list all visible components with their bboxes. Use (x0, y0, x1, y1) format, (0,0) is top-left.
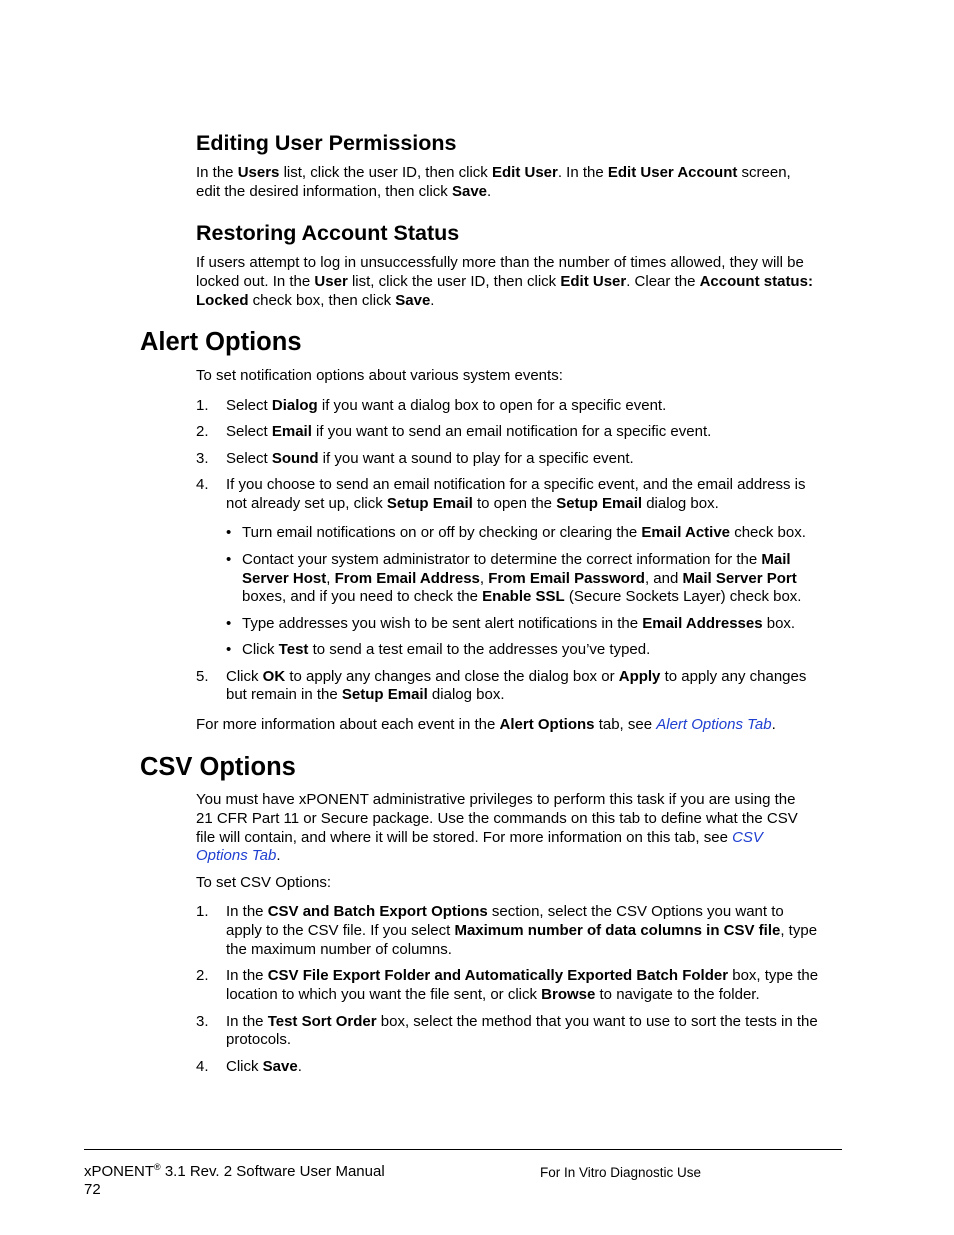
text: file will contain, and where it will be stored. For more information on this tab, see (196, 829, 733, 846)
text: location to which you want the file sent, or click (226, 986, 542, 1003)
bullet-item (242, 550, 791, 569)
list-item (226, 494, 719, 513)
text: list, click the user ID, then click (279, 164, 492, 181)
paragraph-line (196, 846, 281, 865)
paragraph-line (196, 291, 434, 310)
text: , and (644, 570, 683, 587)
paragraph-line: To set CSV Options: (196, 874, 332, 891)
text: Contact your system administrator to determine the correct information for the (242, 551, 762, 568)
list-number: 5. (196, 668, 209, 685)
list-number: 4. (196, 476, 209, 493)
text: In the (226, 903, 268, 920)
text: box. (762, 615, 796, 632)
text: Select (226, 397, 272, 414)
text: dialog box. (642, 495, 719, 512)
list-item (226, 449, 634, 468)
bullet-item (242, 640, 650, 659)
text: Sound (271, 450, 319, 467)
paragraph-line (196, 182, 491, 201)
text: , (479, 570, 489, 587)
text: , (326, 570, 335, 587)
list-item: protocols. (226, 1031, 292, 1048)
bullet-item (242, 587, 801, 606)
text: Enable SSL (482, 588, 565, 605)
text: if you want a sound to play for a specific event. (318, 450, 634, 467)
text: Edit User (560, 273, 627, 290)
paragraph-line: To set notification options about various system events: (196, 367, 563, 384)
text: locked out. In the (196, 273, 315, 290)
registered-mark: ® (154, 1162, 161, 1172)
text: check box. (730, 524, 806, 541)
text: Click (242, 641, 279, 658)
text: xPONENT (84, 1163, 155, 1180)
page-number: 72 (84, 1181, 101, 1198)
text: list, click the user ID, then click (347, 273, 561, 290)
paragraph-line (196, 163, 791, 182)
paragraph-line: 21 CFR Part 11 or Secure package. Use the commands on this tab to define what the CSV (196, 810, 798, 827)
list-item (226, 921, 817, 940)
text: Type addresses you wish to be sent alert notifications in the (242, 615, 643, 632)
text: but remain in the (226, 686, 342, 703)
list-item (226, 902, 784, 921)
text: edit the desired information, then click (196, 183, 452, 200)
section-heading-alert-options: Alert Options (140, 328, 302, 356)
footer-use-statement: For In Vitro Diagnostic Use (540, 1165, 702, 1180)
text: Setup Email (341, 686, 428, 703)
list-number: 1. (196, 903, 209, 920)
text: apply to the CSV file. If you select (226, 922, 455, 939)
text: Alert Options (499, 716, 595, 733)
text: Test (278, 641, 309, 658)
bullet-item (242, 523, 806, 542)
text: Click (226, 1058, 263, 1075)
text: Turn email notifications on or off by checking or clearing the (242, 524, 642, 541)
text: to send a test email to the addresses you’ve typed. (308, 641, 651, 658)
text: if you want a dialog box to open for a specific event. (317, 397, 667, 414)
text: Dialog (271, 397, 318, 414)
bullet: • (226, 615, 232, 632)
text: CSV and Batch Export Options (267, 903, 488, 920)
paragraph-line: If users attempt to log in unsuccessfully more than the number of times allowed, they will be (196, 254, 804, 271)
text: Maximum number of data columns in CSV file (454, 922, 781, 939)
bullet: • (226, 551, 232, 568)
text: Setup Email (386, 495, 473, 512)
list-number: 2. (196, 967, 209, 984)
text: Mail (761, 551, 791, 568)
text: not already set up, click (226, 495, 387, 512)
text: boxes, and if you need to check the (242, 588, 483, 605)
list-item (226, 396, 666, 415)
list-item: If you choose to send an email notification for a specific event, and the email address is (226, 476, 806, 493)
bullet-item (242, 569, 797, 588)
text: . (771, 716, 776, 733)
text: (Secure Sockets Layer) check box. (564, 588, 802, 605)
text: Select (226, 423, 272, 440)
section-heading-editing-user-permissions: Editing User Permissions (196, 131, 457, 155)
text: From Email Password (488, 570, 645, 587)
text: In the (196, 164, 238, 181)
text: box, select the method that you want to use to sort the tests in the (376, 1013, 818, 1030)
list-item (226, 422, 711, 441)
text: Account status: (699, 273, 813, 290)
text: Edit User (491, 164, 558, 181)
section-heading-csv-options: CSV Options (140, 753, 296, 781)
text: dialog box. (427, 686, 505, 703)
text: 3.1 Rev. 2 Software User Manual (160, 1163, 385, 1180)
text: Email (271, 423, 312, 440)
text: box, type the (728, 967, 819, 984)
list-item (226, 966, 818, 985)
text: . Clear the (626, 273, 700, 290)
list-number: 4. (196, 1058, 209, 1075)
bullet: • (226, 641, 232, 658)
text: screen, (737, 164, 791, 181)
list-item (226, 1057, 302, 1076)
text: From Email Address (334, 570, 480, 587)
text: For more information about each event in the (196, 716, 500, 733)
footer-manual-title (84, 1163, 385, 1181)
text: Mail Server Port (682, 570, 797, 587)
footer-rule (84, 1149, 842, 1150)
text: . (430, 292, 435, 309)
text: OK (262, 668, 286, 685)
text: check box, then click (248, 292, 396, 309)
list-item (226, 685, 505, 704)
paragraph-line: You must have xPONENT administrative privileges to perform this task if you are using the (196, 791, 796, 808)
text: Email Addresses (642, 615, 763, 632)
text: Locked (196, 292, 249, 309)
text: Save (451, 183, 488, 200)
text: to open the (472, 495, 557, 512)
paragraph-line (196, 828, 763, 847)
text: if you want to send an email notification for a specific event. (311, 423, 712, 440)
text: Email Active (641, 524, 731, 541)
paragraph-line (196, 272, 813, 291)
text: to apply any changes (660, 668, 807, 685)
paragraph-line (196, 715, 776, 734)
text: Save (395, 292, 431, 309)
text: Test Sort Order (267, 1013, 377, 1030)
text: Edit User Account (607, 164, 738, 181)
text: Setup Email (556, 495, 643, 512)
list-item: the maximum number of columns. (226, 941, 452, 958)
text: to apply any changes and close the dialog box or (285, 668, 619, 685)
text: Users (237, 164, 280, 181)
text: Apply (618, 668, 661, 685)
text: Click (226, 668, 263, 685)
text: Server Host (242, 570, 327, 587)
text: User (314, 273, 348, 290)
csv-options-tab-link[interactable]: Options Tab (196, 847, 277, 864)
text: . (276, 847, 281, 864)
text: Select (226, 450, 272, 467)
list-number: 3. (196, 450, 209, 467)
text: Save (262, 1058, 298, 1075)
list-item (226, 985, 760, 1004)
list-item (226, 667, 806, 686)
text: In the (226, 967, 268, 984)
text: In the (226, 1013, 268, 1030)
csv-options-tab-link[interactable]: CSV (732, 829, 763, 846)
list-number: 3. (196, 1013, 209, 1030)
bullet: • (226, 524, 232, 541)
alert-options-tab-link[interactable]: Alert Options Tab (656, 716, 772, 733)
bullet-item (242, 614, 795, 633)
text: , type (780, 922, 818, 939)
text: . In the (557, 164, 608, 181)
text: CSV File Export Folder and Automatically Exported Batch Folder (267, 967, 729, 984)
text: section, select the CSV Options you want to (487, 903, 784, 920)
list-item (226, 1012, 818, 1031)
text: to navigate to the folder. (595, 986, 760, 1003)
list-number: 2. (196, 423, 209, 440)
text: Browse (541, 986, 596, 1003)
text: tab, see (594, 716, 657, 733)
list-number: 1. (196, 397, 209, 414)
section-heading-restoring-account-status: Restoring Account Status (196, 221, 460, 245)
text: . (297, 1058, 302, 1075)
text: . (487, 183, 492, 200)
